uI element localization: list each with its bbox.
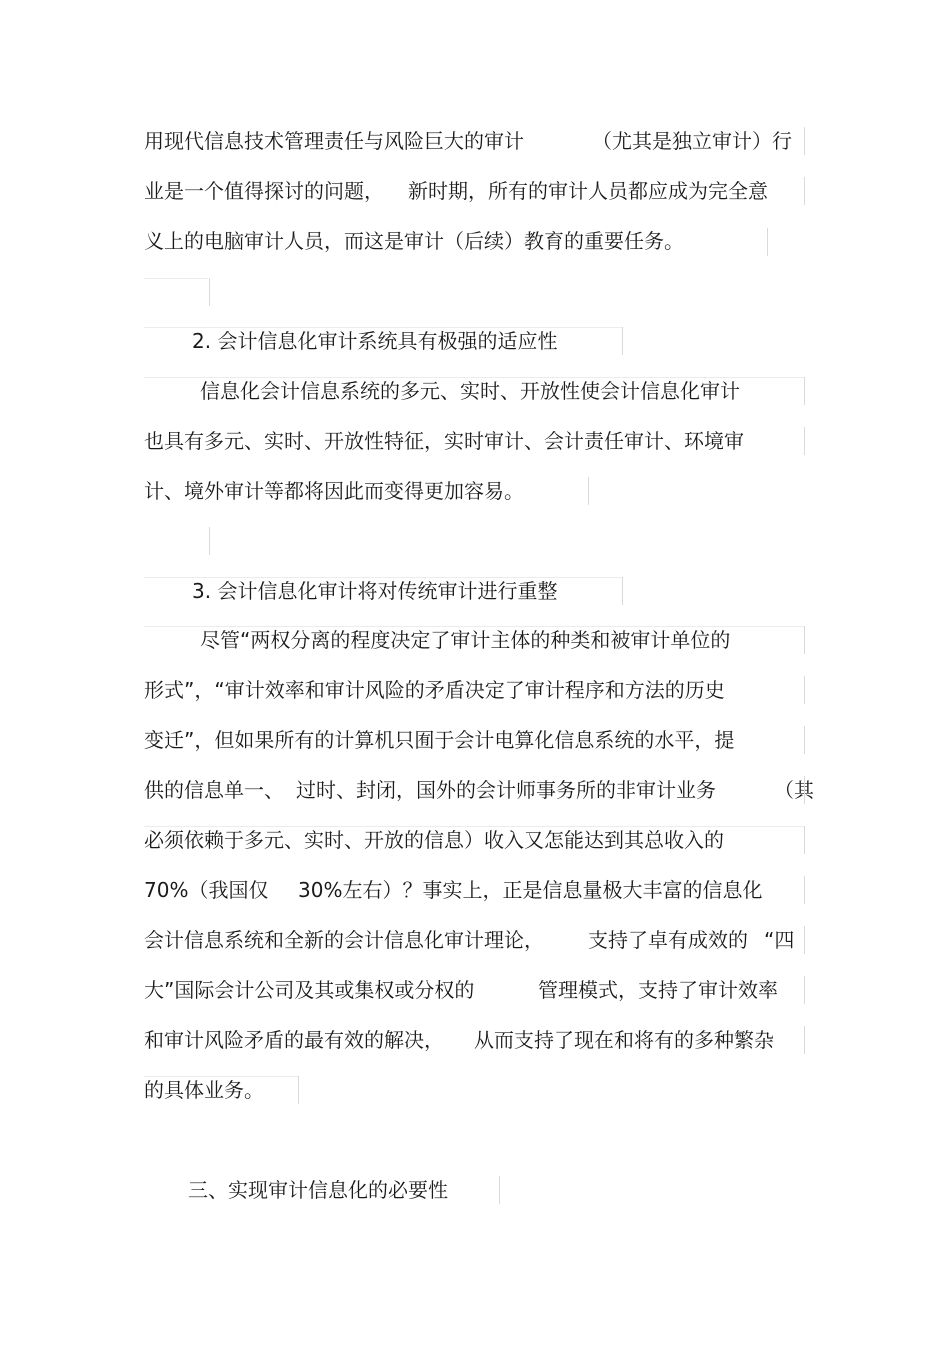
divider xyxy=(144,826,804,827)
text-fragment: 供的信息单一、 xyxy=(144,778,284,802)
text-fragment: 信息化会计信息系统的多元、实时、开放性使会计信息化审计 xyxy=(200,379,740,403)
text-fragment: （其 xyxy=(774,778,814,802)
divider xyxy=(804,427,805,455)
divider xyxy=(144,577,622,578)
divider xyxy=(804,1026,805,1054)
text-fragment: 用现代信息技术管理责任与风险巨大的审计 xyxy=(144,129,524,153)
text-fragment: 3. 会计信息化审计将对传统审计进行重整 xyxy=(192,579,558,603)
text-fragment: 义上的电脑审计人员，而这是审计（后续）教育的重要任务。 xyxy=(144,229,684,253)
text-fragment: 大”国际会计公司及其或集权或分权的 xyxy=(144,978,475,1002)
text-line xyxy=(144,378,740,404)
text-fragment: 也具有多元、实时、开放性特征，实时审计、会计责任审计、环境审 xyxy=(144,429,744,453)
divider xyxy=(144,1076,298,1077)
text-line xyxy=(144,128,792,154)
divider xyxy=(804,926,805,954)
text-fragment: （尤其是独立审计）行 xyxy=(592,129,792,153)
text-fragment: “四 xyxy=(764,928,795,952)
divider xyxy=(209,278,210,306)
text-fragment: 管理模式，支持了审计效率 xyxy=(538,978,778,1002)
divider xyxy=(804,876,805,904)
section-heading xyxy=(144,328,558,354)
text-fragment: 形式”，“审计效率和审计风险的矛盾决定了审计程序和方法的历史 xyxy=(144,678,725,702)
text-fragment: 业是一个值得探讨的问题， xyxy=(144,179,384,203)
divider xyxy=(804,726,805,754)
section-heading xyxy=(144,578,558,604)
text-line xyxy=(144,777,814,803)
divider xyxy=(209,527,210,555)
divider xyxy=(804,127,805,155)
text-line xyxy=(144,1027,774,1053)
text-fragment: 30%左右）？事实上，正是信息量极大丰富的信息化 xyxy=(298,878,763,902)
text-line xyxy=(144,428,744,454)
text-fragment: 支持了卓有成效的 xyxy=(588,928,748,952)
text-line xyxy=(144,677,725,703)
divider xyxy=(298,1076,299,1104)
text-fragment: 新时期，所有的审计人员都应成为完全意 xyxy=(408,179,768,203)
text-fragment: 必须依赖于多元、实时、开放的信息）收入又怎能达到其总收入的 xyxy=(144,828,724,852)
divider xyxy=(804,976,805,1004)
text-line xyxy=(144,228,684,254)
chapter-heading xyxy=(144,1177,448,1203)
divider xyxy=(622,327,623,355)
divider xyxy=(804,826,805,854)
text-line xyxy=(144,178,768,204)
divider xyxy=(804,676,805,704)
text-line xyxy=(144,727,735,753)
text-line xyxy=(144,877,763,903)
divider xyxy=(804,377,805,405)
text-line xyxy=(144,977,778,1003)
divider xyxy=(144,278,208,279)
divider xyxy=(804,776,805,804)
text-fragment: 过时、封闭，国外的会计师事务所的非审计业务 xyxy=(296,778,716,802)
text-line xyxy=(144,478,524,504)
text-fragment: 三、实现审计信息化的必要性 xyxy=(188,1178,448,1202)
divider xyxy=(144,626,804,627)
divider xyxy=(144,377,804,378)
text-line xyxy=(144,627,731,653)
divider xyxy=(499,1176,500,1204)
text-fragment: 尽管“两权分离的程度决定了审计主体的种类和被审计单位的 xyxy=(200,628,731,652)
text-line xyxy=(144,827,724,853)
divider xyxy=(622,577,623,605)
text-fragment: 会计信息系统和全新的会计信息化审计理论， xyxy=(144,928,544,952)
divider xyxy=(767,228,768,256)
text-fragment: 2. 会计信息化审计系统具有极强的适应性 xyxy=(192,329,558,353)
divider xyxy=(804,177,805,205)
divider xyxy=(588,477,589,505)
text-fragment: 的具体业务。 xyxy=(144,1078,264,1102)
text-fragment: 变迁”，但如果所有的计算机只囿于会计电算化信息系统的水平，提 xyxy=(144,728,735,752)
divider xyxy=(144,327,622,328)
divider xyxy=(804,626,805,654)
text-fragment: 计、境外审计等都将因此而变得更加容易。 xyxy=(144,479,524,503)
text-fragment: 70%（我国仅 xyxy=(144,878,269,902)
text-fragment: 和审计风险矛盾的最有效的解决， xyxy=(144,1028,444,1052)
text-line xyxy=(144,1077,264,1103)
text-fragment: 从而支持了现在和将有的多种繁杂 xyxy=(474,1028,774,1052)
text-line xyxy=(144,927,795,953)
